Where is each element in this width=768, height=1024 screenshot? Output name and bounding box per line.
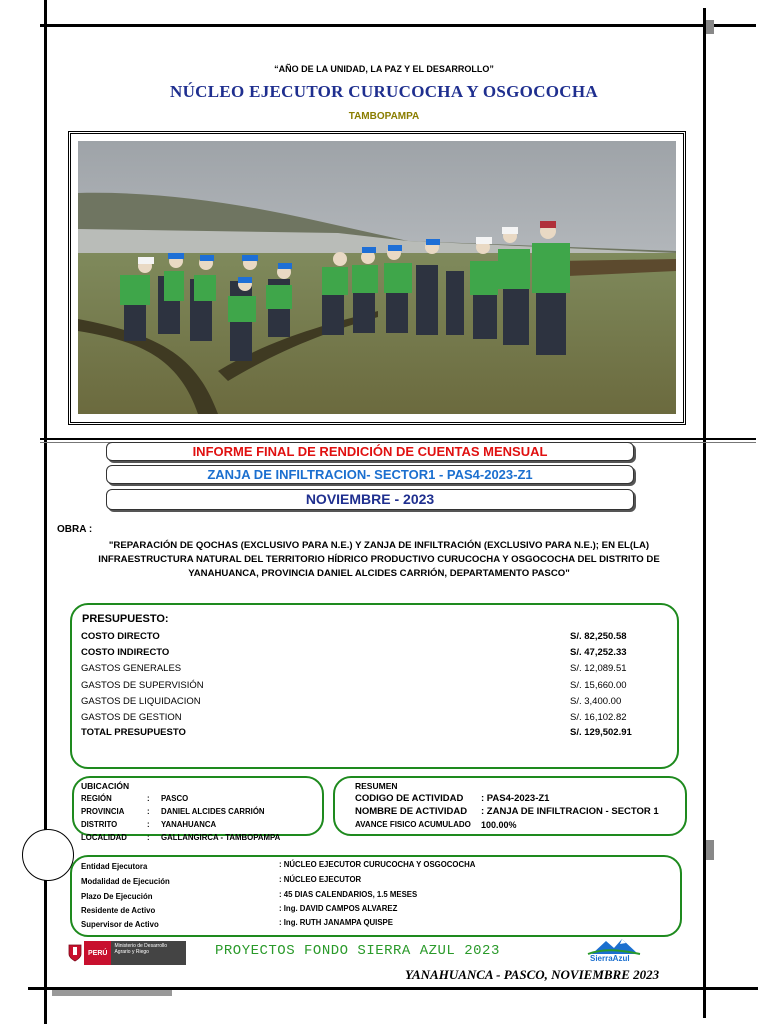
info-value: : Ing. RUTH JANAMPA QUISPE <box>279 918 393 927</box>
report-title-banner: INFORME FINAL DE RENDICIÓN DE CUENTAS MENSUAL <box>106 442 634 461</box>
sierra-azul-wordmark: SierraAzul <box>590 954 630 963</box>
budget-value: S/. 129,502.91 <box>570 727 632 738</box>
summary-title: RESUMEN <box>355 781 398 791</box>
obra-line: INFRAESTRUCTURA NATURAL DEL TERRITORIO HÍDRICO PRODUCTIVO CURUCOCHA Y OSGOCOCHA DEL DISTRITO DE <box>98 554 660 565</box>
budget-label: GASTOS GENERALES <box>81 663 182 674</box>
location-sep: : <box>147 794 150 803</box>
summary-value: : ZANJA DE INFILTRACION - SECTOR 1 <box>481 806 659 817</box>
bottom-border-tab <box>52 990 172 996</box>
location-value: PASCO <box>161 794 189 803</box>
obra-label: OBRA : <box>57 524 93 535</box>
location-sep: : <box>147 820 150 829</box>
summary-label: AVANCE FISICO ACUMULADO <box>355 820 471 829</box>
info-label: Plazo De Ejecución <box>81 892 153 901</box>
budget-value: S/. 82,250.58 <box>570 631 627 642</box>
budget-label: GASTOS DE SUPERVISIÓN <box>81 680 204 691</box>
info-value: : NÚCLEO EJECUTOR CURUCOCHA Y OSGOCOCHA <box>279 860 476 869</box>
sierra-azul-logo <box>584 936 644 966</box>
summary-label: NOMBRE DE ACTIVIDAD <box>355 806 468 817</box>
budget-value: S/. 16,102.82 <box>570 712 627 723</box>
info-value: : NÚCLEO EJECUTOR <box>279 875 362 884</box>
ministry-name-label: Ministerio de Desarrollo Agrario y Riego <box>111 941 186 965</box>
location-label: LOCALIDAD <box>81 833 127 842</box>
ministry-country-label: PERÚ <box>84 941 111 965</box>
location-sep: : <box>147 807 150 816</box>
activity-banner: ZANJA DE INFILTRACION- SECTOR1 - PAS4-2023-Z1 <box>106 465 634 484</box>
right-border-tab <box>706 20 714 34</box>
budget-value: S/. 47,252.33 <box>570 647 627 658</box>
location-value: GALLANGIRCA - TAMBOPAMPA <box>161 833 281 842</box>
budget-label: GASTOS DE GESTION <box>81 712 182 723</box>
program-title: PROYECTOS FONDO SIERRA AZUL 2023 <box>215 943 500 959</box>
info-label: Supervisor de Activo <box>81 920 159 929</box>
location-label: PROVINCIA <box>81 807 125 816</box>
obra-description <box>70 539 688 581</box>
obra-line: "REPARACIÓN DE QOCHAS (EXCLUSIVO PARA N.E.) Y ZANJA DE INFILTRACIÓN (EXCLUSIVO PARA N.E.); EN EL(LA) <box>108 540 650 551</box>
year-motto: “AÑO DE LA UNIDAD, LA PAZ Y EL DESARROLLO” <box>274 64 494 74</box>
budget-value: S/. 12,089.51 <box>570 663 627 674</box>
location-label: REGIÓN <box>81 794 112 803</box>
budget-value: S/. 3,400.00 <box>570 696 622 707</box>
budget-label: TOTAL PRESUPUESTO <box>81 727 186 738</box>
summary-value: : PAS4-2023-Z1 <box>481 793 550 804</box>
budget-label: COSTO INDIRECTO <box>81 647 170 658</box>
info-label: Entidad Ejecutora <box>81 862 148 871</box>
summary-value: 100.00% <box>481 820 517 830</box>
obra-line: YANAHUANCA, PROVINCIA DANIEL ALCIDES CARRIÓN, DEPARTAMENTO PASCO" <box>188 568 570 579</box>
binding-hole-circle <box>22 829 74 881</box>
right-border-tab <box>706 840 714 860</box>
period-banner: NOVIEMBRE - 2023 <box>106 489 634 510</box>
page-title: NÚCLEO EJECUTOR CURUCOCHA Y OSGOCOCHA <box>170 82 598 101</box>
budget-title: PRESUPUESTO: <box>82 613 169 625</box>
location-sep: : <box>147 833 150 842</box>
info-label: Modalidad de Ejecución <box>81 877 170 886</box>
budget-label: COSTO DIRECTO <box>81 631 160 642</box>
info-value: : 45 DIAS CALENDARIOS, 1.5 MESES <box>279 890 418 899</box>
summary-label: CODIGO DE ACTIVIDAD <box>355 793 464 804</box>
location-value: YANAHUANCA <box>161 820 217 829</box>
info-value: : Ing. DAVID CAMPOS ALVAREZ <box>279 904 398 913</box>
right-border-line <box>703 8 706 1018</box>
top-border-line <box>40 24 756 27</box>
peru-shield-icon <box>66 941 84 965</box>
group-photo <box>78 141 676 414</box>
location-title: UBICACIÓN <box>81 781 130 791</box>
budget-value: S/. 15,660.00 <box>570 680 627 691</box>
sierra-azul-mountain-icon <box>584 936 644 956</box>
place-date: YANAHUANCA - PASCO, NOVIEMBRE 2023 <box>405 967 660 982</box>
budget-label: GASTOS DE LIQUIDACION <box>81 696 201 707</box>
location-value: DANIEL ALCIDES CARRIÓN <box>161 807 265 816</box>
divider-line <box>40 438 756 440</box>
info-label: Residente de Activo <box>81 906 156 915</box>
ministry-logo <box>66 941 186 965</box>
place-subtitle: TAMBOPAMPA <box>348 111 420 122</box>
location-label: DISTRITO <box>81 820 118 829</box>
